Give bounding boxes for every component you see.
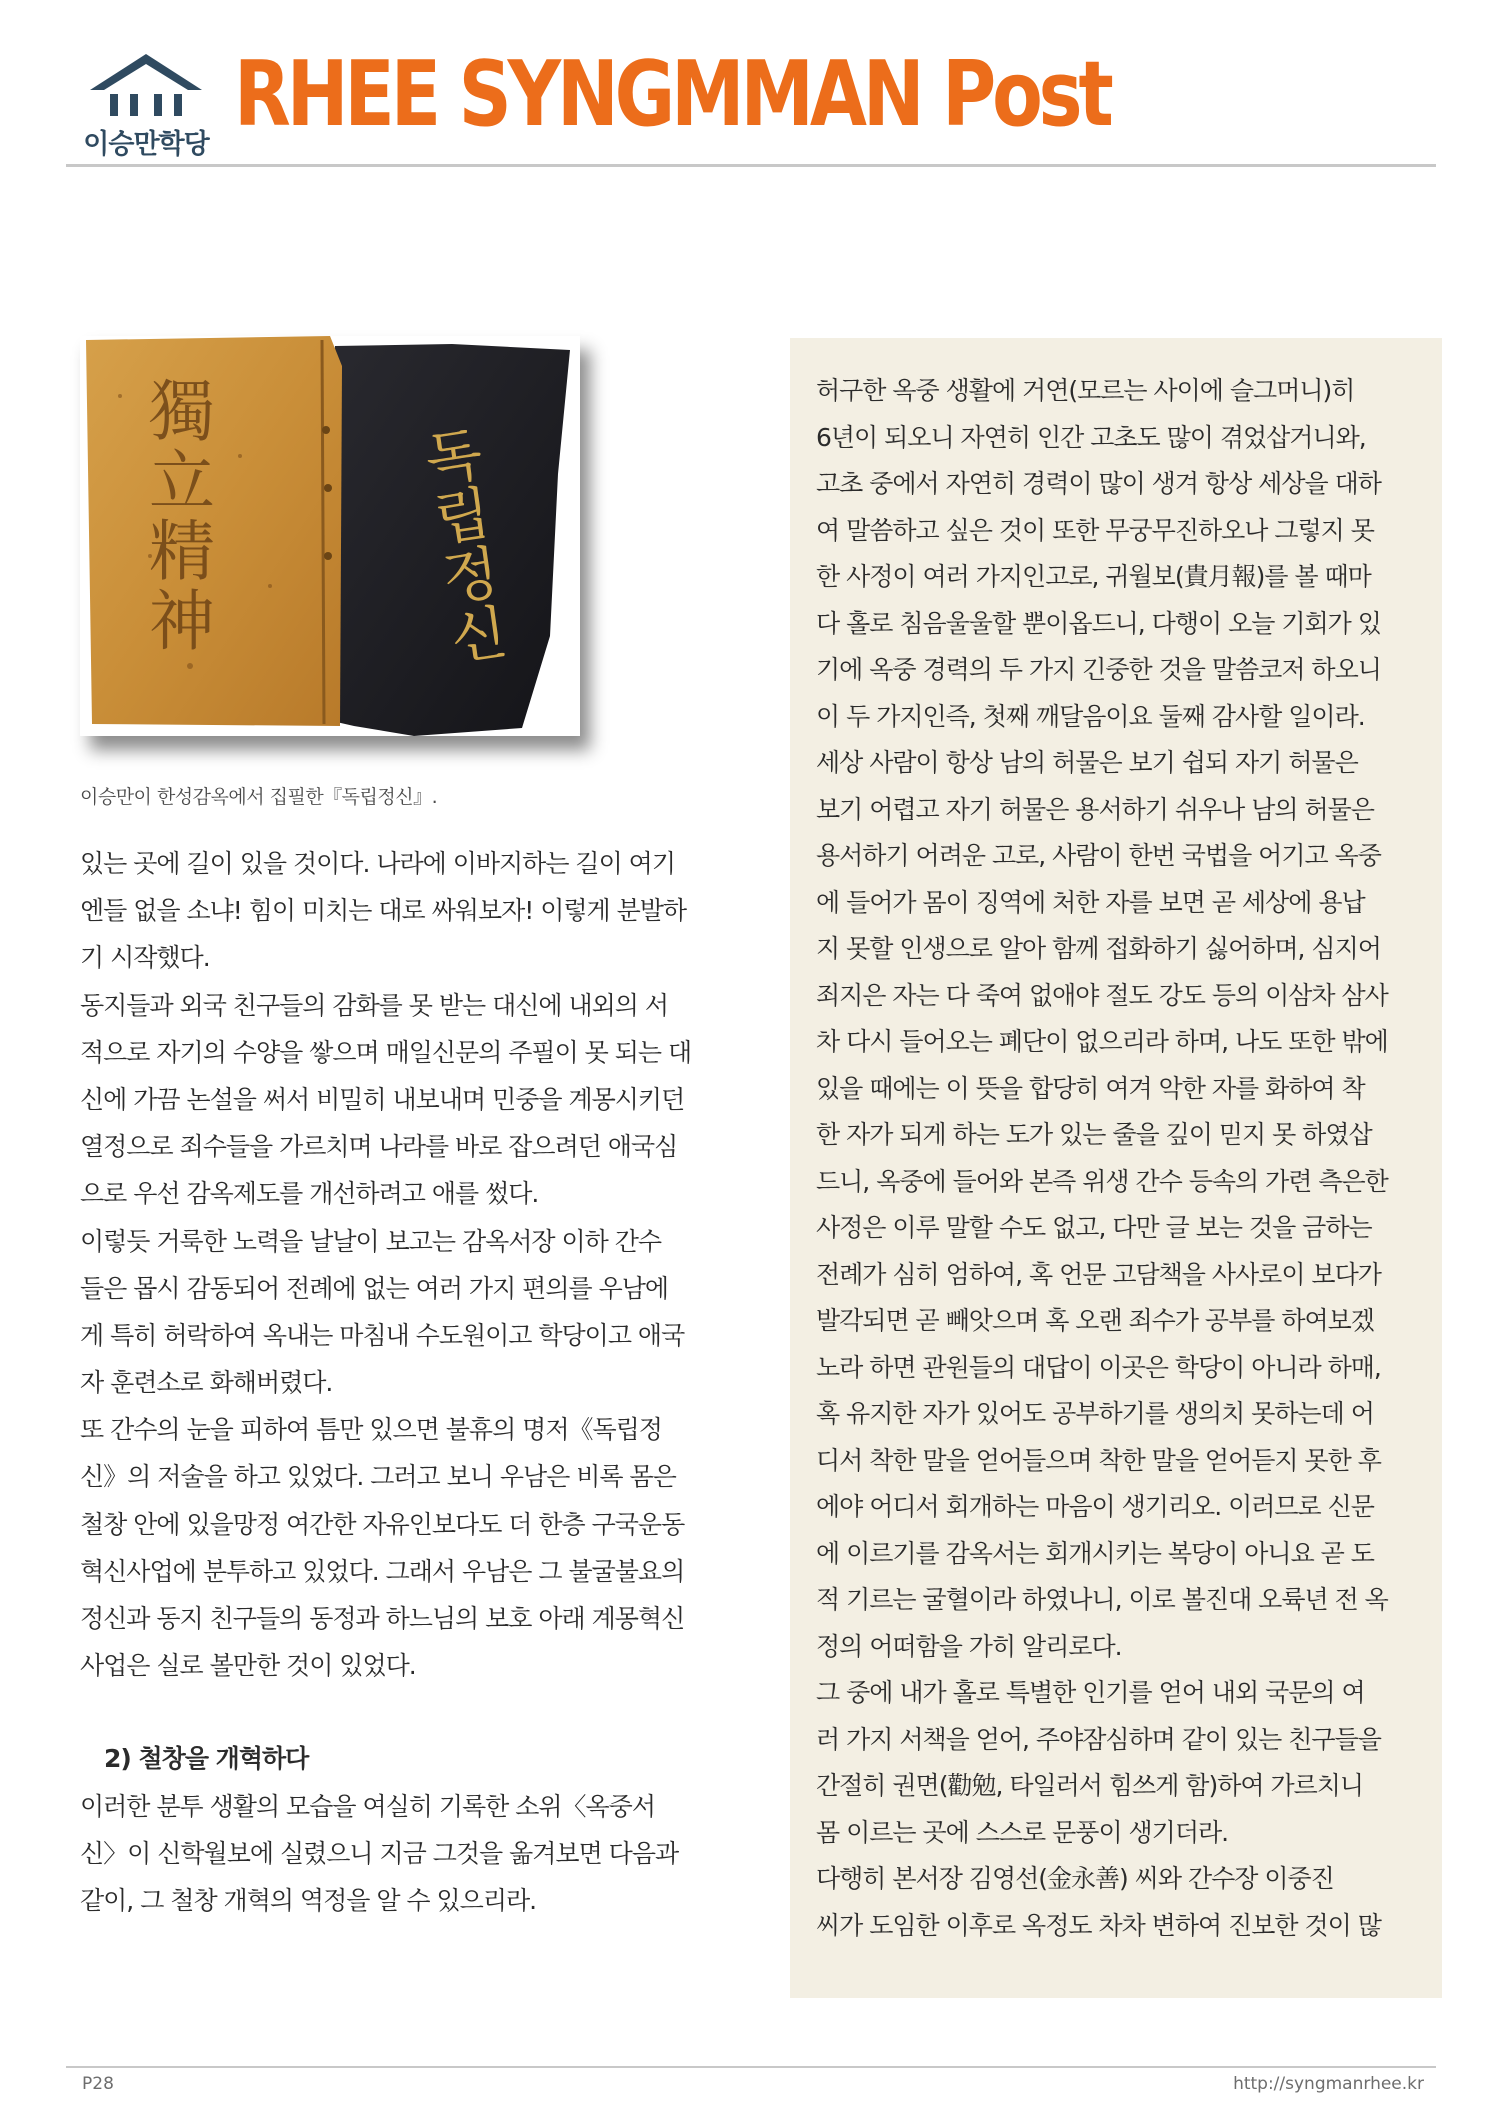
quoted-letter-box	[790, 338, 1442, 1998]
paragraph-line: 철창 안에 있을망정 여간한 자유인보다도 더 한층 구국운동	[80, 1509, 685, 1539]
quote-line: 에 들어가 몸이 징역에 처한 자를 보면 곧 세상에 용납	[816, 887, 1365, 917]
cover-left-title: 獨立精神	[137, 376, 215, 656]
quote-line: 있을 때에는 이 뜻을 합당히 여겨 악한 자를 화하여 착	[816, 1073, 1365, 1103]
quote-line: 이 두 가지인즉, 첫째 깨달음이요 둘째 감사할 일이라.	[816, 701, 1365, 731]
quote-line: 혹 유지한 자가 있어도 공부하기를 생의치 못하는데 어	[816, 1399, 1374, 1428]
quote-line: 발각되면 곧 빼앗으며 혹 오랜 죄수가 공부를 하여보겠	[816, 1306, 1374, 1335]
quote-line: 간절히 권면(勸勉, 타일러서 힘쓰게 함)하여 가르치니	[816, 1771, 1364, 1800]
quote-line: 사정은 이루 말할 수도 없고, 다만 글 보는 것을 금하는	[816, 1213, 1372, 1242]
quote-line: 다 홀로 침음울울할 뿐이옵드니, 다행이 오늘 기회가 있	[816, 608, 1381, 638]
quote-line: 에야 어디서 회개하는 마음이 생기리오. 이러므로 신문	[816, 1492, 1374, 1521]
quote-line: 디서 착한 말을 얻어들으며 착한 말을 얻어듣지 못한 후	[816, 1445, 1381, 1475]
quote-line: 죄지은 자는 다 죽여 없애야 절도 강도 등의 이삼차 삼사	[816, 980, 1388, 1010]
paragraph-line: 엔들 없을 소냐! 힘이 미치는 대로 싸워보자! 이렇게 분발하	[80, 896, 687, 926]
page-number: P28	[82, 2074, 114, 2094]
section-heading: 2) 철창을 개혁하다	[104, 1744, 309, 1774]
cover-right-title: 독립정신	[411, 422, 512, 670]
quote-line: 기에 옥중 경력의 두 가지 긴중한 것을 말씀코저 하오니	[816, 655, 1381, 684]
paragraph-line: 같이, 그 철창 개혁의 역정을 알 수 있으리라.	[80, 1885, 537, 1915]
paragraph-line: 또 간수의 눈을 피하여 틈만 있으면 불휴의 명저《독립정	[80, 1415, 662, 1445]
paragraph-line: 으로 우선 감옥제도를 개선하려고 애를 썼다.	[80, 1179, 539, 1209]
house-pillars-icon	[86, 50, 206, 122]
paragraph-line: 기 시작했다.	[80, 943, 210, 973]
figure-caption: 이승만이 한성감옥에서 집필한『독립정신』.	[80, 786, 438, 808]
quote-line: 다행히 본서장 김영선(金永善) 씨와 간수장 이중진	[816, 1864, 1334, 1893]
footer-divider	[66, 2066, 1436, 2068]
paragraph-line: 열정으로 죄수들을 가르치며 나라를 바로 잡으려던 애국심	[80, 1132, 678, 1162]
publisher-logo[interactable]	[66, 48, 226, 160]
paragraph-line: 적으로 자기의 수양을 쌓으며 매일신문의 주필이 못 되는 대	[80, 1037, 692, 1067]
quote-line: 한 자가 되게 하는 도가 있는 줄을 깊이 믿지 못 하였삽	[816, 1120, 1372, 1149]
book-cover-photo	[80, 336, 580, 736]
quote-line: 몸 이르는 곳에 스스로 문풍이 생기더라.	[816, 1817, 1229, 1847]
page-header	[66, 42, 1436, 164]
website-link[interactable]: http://syngmanrhee.kr	[1233, 2074, 1424, 2094]
quote-line: 여 말씀하고 싶은 것이 또한 무궁무진하오나 그렇지 못	[816, 515, 1374, 545]
paragraph-line: 정신과 동지 친구들의 동정과 하느님의 보호 아래 계몽혁신	[80, 1604, 685, 1633]
paragraph-line: 신에 가끔 논설을 써서 비밀히 내보내며 민중을 계몽시키던	[80, 1084, 685, 1114]
quote-line: 러 가지 서책을 얻어, 주야잠심하며 같이 있는 친구들을	[816, 1724, 1381, 1754]
quote-line: 보기 어렵고 자기 허물은 용서하기 쉬우나 남의 허물은	[816, 794, 1374, 824]
paragraph-line: 있는 곳에 길이 있을 것이다. 나라에 이바지하는 길이 여기	[80, 849, 675, 878]
paragraph-line: 동지들과 외국 친구들의 감화를 못 받는 대신에 내외의 서	[80, 990, 669, 1020]
quote-line: 허구한 옥중 생활에 거연(모르는 사이에 슬그머니)히	[816, 376, 1355, 405]
header-divider	[66, 164, 1436, 167]
paragraph-line: 이렇듯 거룩한 노력을 날날이 보고는 감옥서장 이하 간수	[80, 1226, 662, 1256]
quote-line: 고초 중에서 자연히 경력이 많이 생겨 항상 세상을 대하	[816, 469, 1381, 498]
paragraph-line: 들은 몹시 감동되어 전례에 없는 여러 가지 편의를 우남에	[80, 1273, 669, 1303]
quote-line: 6년이 되오니 자연히 인간 고초도 많이 겪었삽거니와,	[816, 422, 1366, 452]
paragraph-line: 자 훈련소로 화해버렸다.	[80, 1368, 333, 1398]
paragraph-line: 사업은 실로 볼만한 것이 있었다.	[80, 1651, 416, 1681]
quote-line: 드니, 옥중에 들어와 본즉 위생 간수 등속의 가련 측은한	[816, 1166, 1388, 1196]
logo-text: 이승만학당	[83, 129, 209, 160]
paragraph-line: 이러한 분투 생활의 모습을 여실히 기록한 소위〈옥중서	[80, 1791, 655, 1821]
quote-line: 적 기르는 굴혈이라 하였나니, 이로 볼진대 오륙년 전 옥	[816, 1585, 1388, 1614]
quote-line: 용서하기 어려운 고로, 사람이 한번 국법을 어기고 옥중	[816, 841, 1381, 870]
paragraph-line: 게 특히 허락하여 옥내는 마침내 수도원이고 학당이고 애국	[80, 1320, 685, 1350]
quote-line: 한 사정이 여러 가지인고로, 귀월보(貴月報)를 볼 때마	[816, 562, 1371, 591]
quote-line: 차 다시 들어오는 폐단이 없으리라 하며, 나도 또한 밖에	[816, 1027, 1388, 1056]
quote-line: 지 못할 인생으로 알아 함께 접화하기 싫어하며, 심지어	[816, 934, 1381, 963]
paragraph-line: 신》의 저술을 하고 있었다. 그러고 보니 우남은 비록 몸은	[80, 1462, 676, 1492]
quote-line: 전례가 심히 엄하여, 혹 언문 고담책을 사사로이 보다가	[816, 1259, 1381, 1289]
masthead-title: RHEE SYNGMMAN Post	[234, 42, 1110, 147]
quote-line: 그 중에 내가 홀로 특별한 인기를 얻어 내외 국문의 여	[816, 1678, 1365, 1707]
paragraph-line: 혁신사업에 분투하고 있었다. 그래서 우남은 그 불굴불요의	[80, 1556, 685, 1586]
right-column-text	[816, 368, 1426, 1949]
paragraph-line: 신〉이 신학월보에 실렸으니 지금 그것을 옮겨보면 다음과	[80, 1838, 679, 1868]
left-column-text	[80, 840, 740, 1924]
quote-line: 정의 어떠함을 가히 알리로다.	[816, 1631, 1122, 1661]
quote-line: 씨가 도임한 이후로 옥정도 차차 변하여 진보한 것이 많	[816, 1910, 1381, 1940]
quote-line: 에 이르기를 감옥서는 회개시키는 복당이 아니요 곧 도	[816, 1538, 1374, 1568]
quote-line: 세상 사람이 항상 남의 허물은 보기 쉽되 자기 허물은	[816, 748, 1358, 777]
quote-line: 노라 하면 관원들의 대답이 이곳은 학당이 아니라 하매,	[816, 1352, 1381, 1382]
